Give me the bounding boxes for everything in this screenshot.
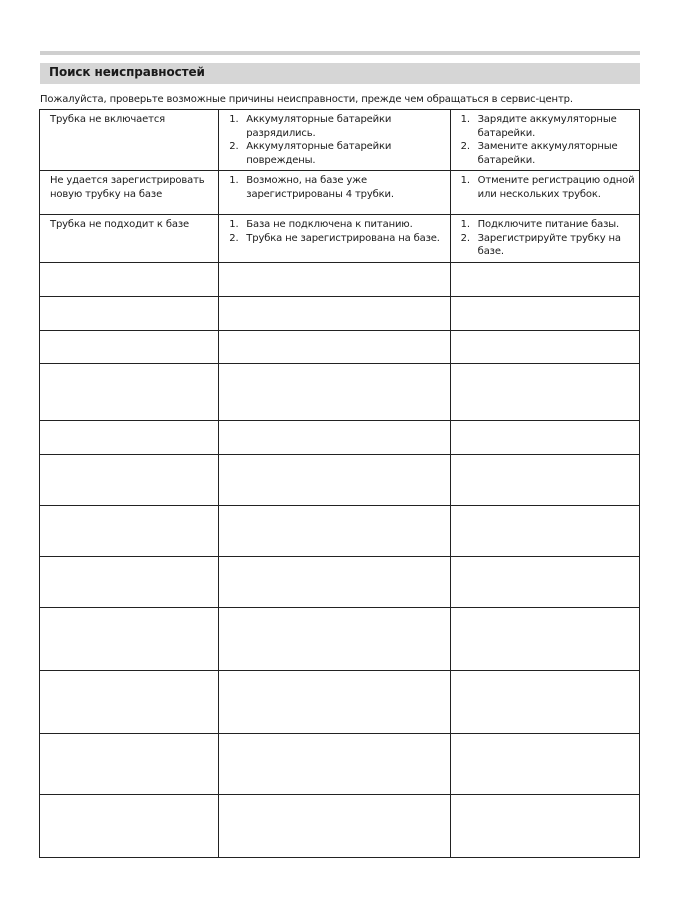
- empty-table-row: [40, 297, 640, 331]
- list-item: Возможно, на базе уже зарегистрированы 4 трубки.: [246, 175, 394, 200]
- empty-table-row: [40, 364, 640, 421]
- list-item: Трубка не зарегистрирована на базе.: [246, 232, 440, 244]
- empty-table-row: [40, 455, 640, 506]
- problem-cell: Не удается зарегистрировать новую трубку на базе: [40, 171, 219, 215]
- troubleshooting-table: [39, 109, 640, 858]
- intro-text: Пожалуйста, проверьте возможные причины неисправности, прежде чем обращаться в сервис-центр.: [40, 94, 573, 105]
- empty-table-row: [40, 671, 640, 734]
- list-item: База не подключена к питанию.: [246, 219, 413, 230]
- empty-table-row: [40, 421, 640, 455]
- solutions-cell: [450, 215, 639, 263]
- list-item: Отмените регистрацию одной или нескольких трубок.: [477, 175, 635, 200]
- solutions-list: [451, 110, 639, 170]
- list-item: Замените аккумуляторные батарейки.: [477, 141, 618, 166]
- causes-list: [219, 171, 449, 204]
- empty-table-row: [40, 506, 640, 557]
- list-item: Зарегистрируйте трубку на базе.: [477, 232, 621, 257]
- causes-list: [219, 215, 449, 248]
- section-header-bar: [40, 63, 640, 84]
- empty-table-row: [40, 734, 640, 795]
- problem-cell: Трубка не включается: [40, 110, 219, 171]
- solutions-cell: [450, 171, 639, 215]
- solutions-list: [451, 215, 639, 262]
- empty-table-row: [40, 263, 640, 297]
- problem-cell: Трубка не подходит к базе: [40, 215, 219, 263]
- table-row: [40, 110, 640, 171]
- empty-table-row: [40, 557, 640, 608]
- causes-cell: [219, 171, 450, 215]
- causes-cell: [219, 215, 450, 263]
- list-item: Аккумуляторные батарейки повреждены.: [246, 141, 392, 166]
- causes-list: [219, 110, 449, 170]
- causes-cell: [219, 110, 450, 171]
- list-item: Подключите питание базы.: [477, 219, 620, 230]
- solutions-list: [451, 171, 639, 204]
- list-item: Зарядите аккумуляторные батарейки.: [477, 114, 617, 139]
- empty-table-row: [40, 608, 640, 671]
- empty-table-row: [40, 331, 640, 364]
- section-title: Поиск неисправностей: [49, 65, 205, 79]
- solutions-cell: [450, 110, 639, 171]
- list-item: Аккумуляторные батарейки разрядились.: [246, 114, 392, 139]
- empty-table-row: [40, 795, 640, 858]
- top-rule: [40, 51, 640, 55]
- table-row: [40, 171, 640, 215]
- table-row: [40, 215, 640, 263]
